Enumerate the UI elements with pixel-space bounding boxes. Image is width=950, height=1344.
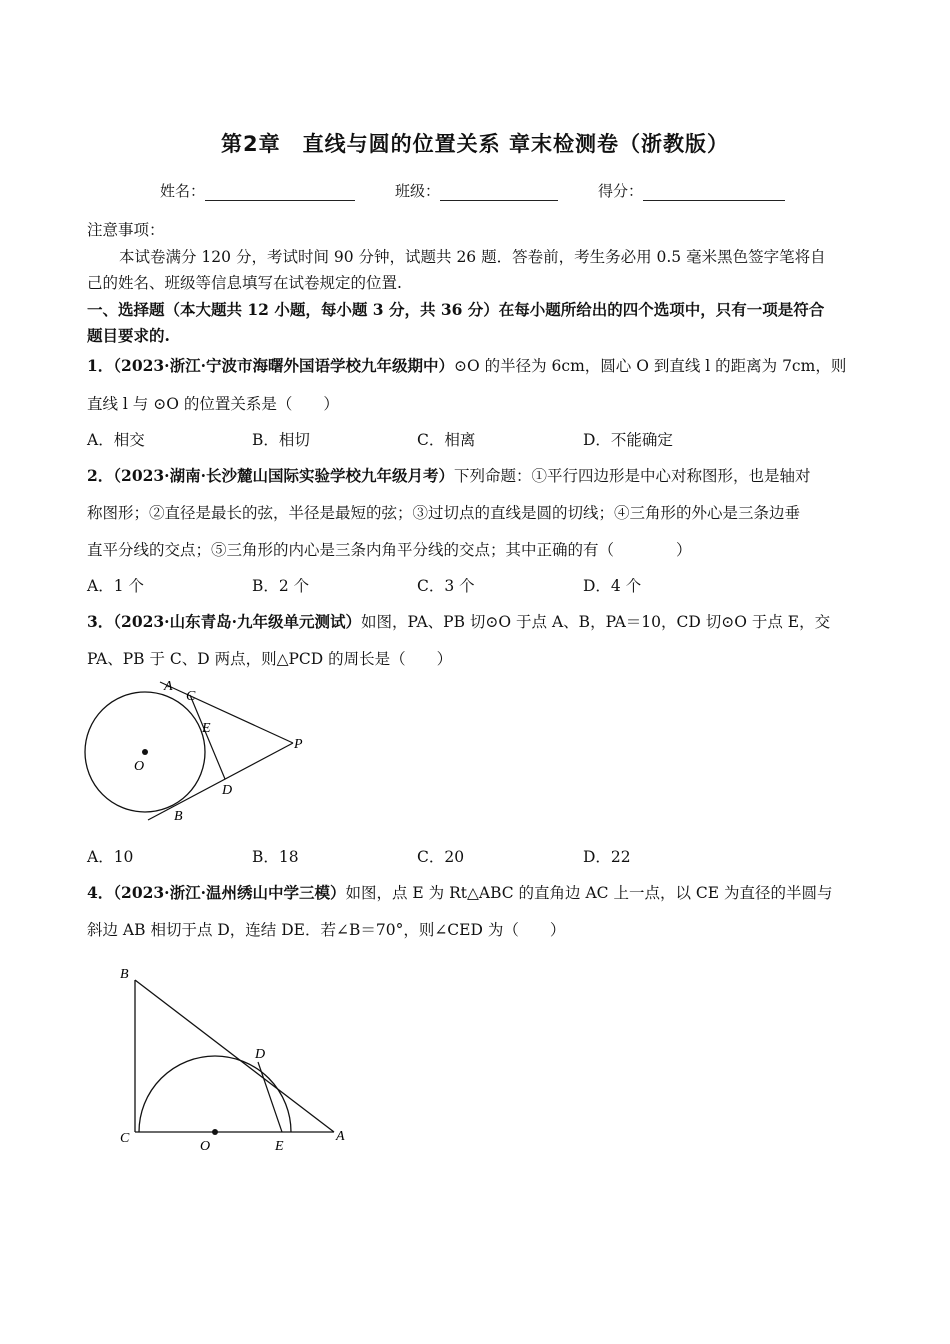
q3-label-p: P <box>294 737 303 752</box>
q3-label-a: A <box>164 679 173 694</box>
q2-options <box>87 574 787 598</box>
q3-option-d[interactable]: D．22 <box>583 848 631 866</box>
q1-option-a[interactable]: A．相交 <box>87 431 145 449</box>
q4-side-ab <box>135 980 334 1132</box>
student-info-row <box>160 180 840 201</box>
q4-label-c: C <box>120 1131 130 1146</box>
q4-number: 4． <box>87 883 114 902</box>
q2-number: 2． <box>87 466 114 485</box>
q3-label-e: E <box>202 721 211 736</box>
q3-source: （2023·山东青岛·九年级单元测试） <box>113 612 361 631</box>
q1-options <box>87 428 787 452</box>
q3-figure <box>80 672 320 828</box>
q3-option-b[interactable]: B．18 <box>252 848 299 866</box>
q2-line-1 <box>87 464 867 488</box>
q4-label-a: A <box>336 1129 345 1144</box>
name-blank[interactable] <box>205 184 355 201</box>
q1-option-b[interactable]: B．相切 <box>252 431 310 449</box>
class-field[interactable] <box>395 180 558 201</box>
notice-line-1: 本试卷满分 120 分，考试时间 90 分钟，试题共 26 题．答卷前，考生务必用 0.5 毫米黑色签字笔将自 <box>119 248 826 266</box>
q4-line-1 <box>87 881 867 905</box>
name-label: 姓名： <box>160 182 206 200</box>
q4-stem-1: 如图，点 E 为 Rt△ABC 的直角边 AC 上一点，以 CE 为直径的半圆与 <box>345 884 833 902</box>
name-field[interactable] <box>160 180 355 201</box>
q3-label-b: B <box>174 809 183 824</box>
q3-line-2: PA、PB 于 C、D 两点，则△PCD 的周长是（ ） <box>87 650 453 668</box>
q3-tangent-cd <box>190 695 225 779</box>
q1-stem-1: ⊙O 的半径为 6cm，圆心 O 到直线 l 的距离为 7cm，则 <box>453 357 847 375</box>
q2-option-d[interactable]: D．4 个 <box>583 577 642 595</box>
q3-number: 3． <box>87 612 114 631</box>
q4-label-e: E <box>275 1139 284 1154</box>
q1-line-2: 直线 l 与 ⊙O 的位置关系是（ ） <box>87 395 339 413</box>
page-title: 第2章 直线与圆的位置关系 章末检测卷（浙教版） <box>221 132 729 156</box>
section1-heading-line-1: 一、选择题（本大题共 12 小题，每小题 3 分，共 36 分）在每小题所给出的四个选项中，只有一项是符合 <box>87 300 825 319</box>
score-field[interactable] <box>598 180 785 201</box>
q1-option-c[interactable]: C．相离 <box>417 431 476 449</box>
class-blank[interactable] <box>440 184 558 201</box>
q3-stem-1: 如图，PA、PB 切⊙O 于点 A、B，PA＝10，CD 切⊙O 于点 E，交 <box>360 613 831 631</box>
q4-figure <box>110 960 360 1160</box>
q4-label-b: B <box>120 967 129 982</box>
q2-source: （2023·湖南·长沙麓山国际实验学校九年级月考） <box>113 466 454 485</box>
q3-line-1 <box>87 610 867 634</box>
q4-line-2: 斜边 AB 相切于点 D，连结 DE．若∠B＝70°，则∠CED 为（ ） <box>87 921 566 939</box>
q3-option-c[interactable]: C．20 <box>417 848 465 866</box>
q3-tangent-pa <box>160 682 293 743</box>
q4-segment-de <box>258 1062 282 1132</box>
q4-source: （2023·浙江·温州绣山中学三模） <box>113 883 346 902</box>
score-label: 得分： <box>598 182 644 200</box>
q3-tangent-pb <box>148 743 293 820</box>
notice-heading: 注意事项： <box>87 221 165 239</box>
q2-option-a[interactable]: A．1 个 <box>87 577 144 595</box>
q3-label-o: O <box>134 759 145 774</box>
q3-options <box>87 845 787 869</box>
score-blank[interactable] <box>643 184 785 201</box>
q2-option-c[interactable]: C．3 个 <box>417 577 475 595</box>
q3-label-d: D <box>222 783 233 798</box>
q1-line-1 <box>87 354 867 378</box>
q4-label-o: O <box>200 1139 211 1154</box>
q1-number: 1． <box>87 356 114 375</box>
class-label: 班级： <box>395 182 441 200</box>
q3-label-c: C <box>186 689 196 704</box>
q1-option-d[interactable]: D．不能确定 <box>583 431 673 449</box>
q3-option-a[interactable]: A．10 <box>87 848 134 866</box>
q1-source: （2023·浙江·宁波市海曙外国语学校九年级期中） <box>113 356 454 375</box>
notice-line-2: 己的姓名、班级等信息填写在试卷规定的位置. <box>87 274 402 292</box>
q3-center-dot <box>142 749 148 755</box>
q2-stem-1: 下列命题：①平行四边形是中心对称图形，也是轴对 <box>453 467 811 485</box>
q2-line-2: 称图形；②直径是最长的弦，半径是最短的弦；③过切点的直线是圆的切线；④三角形的外心是三条边垂 <box>87 504 801 522</box>
q2-line-3: 直平分线的交点；⑤三角形的内心是三条内角平分线的交点；其中正确的有（ ） <box>87 541 692 559</box>
q2-option-b[interactable]: B．2 个 <box>252 577 310 595</box>
q4-label-d: D <box>255 1047 266 1062</box>
section1-heading-line-2: 题目要求的. <box>87 326 170 345</box>
q4-center-dot <box>212 1129 218 1135</box>
q4-semicircle <box>139 1056 291 1132</box>
